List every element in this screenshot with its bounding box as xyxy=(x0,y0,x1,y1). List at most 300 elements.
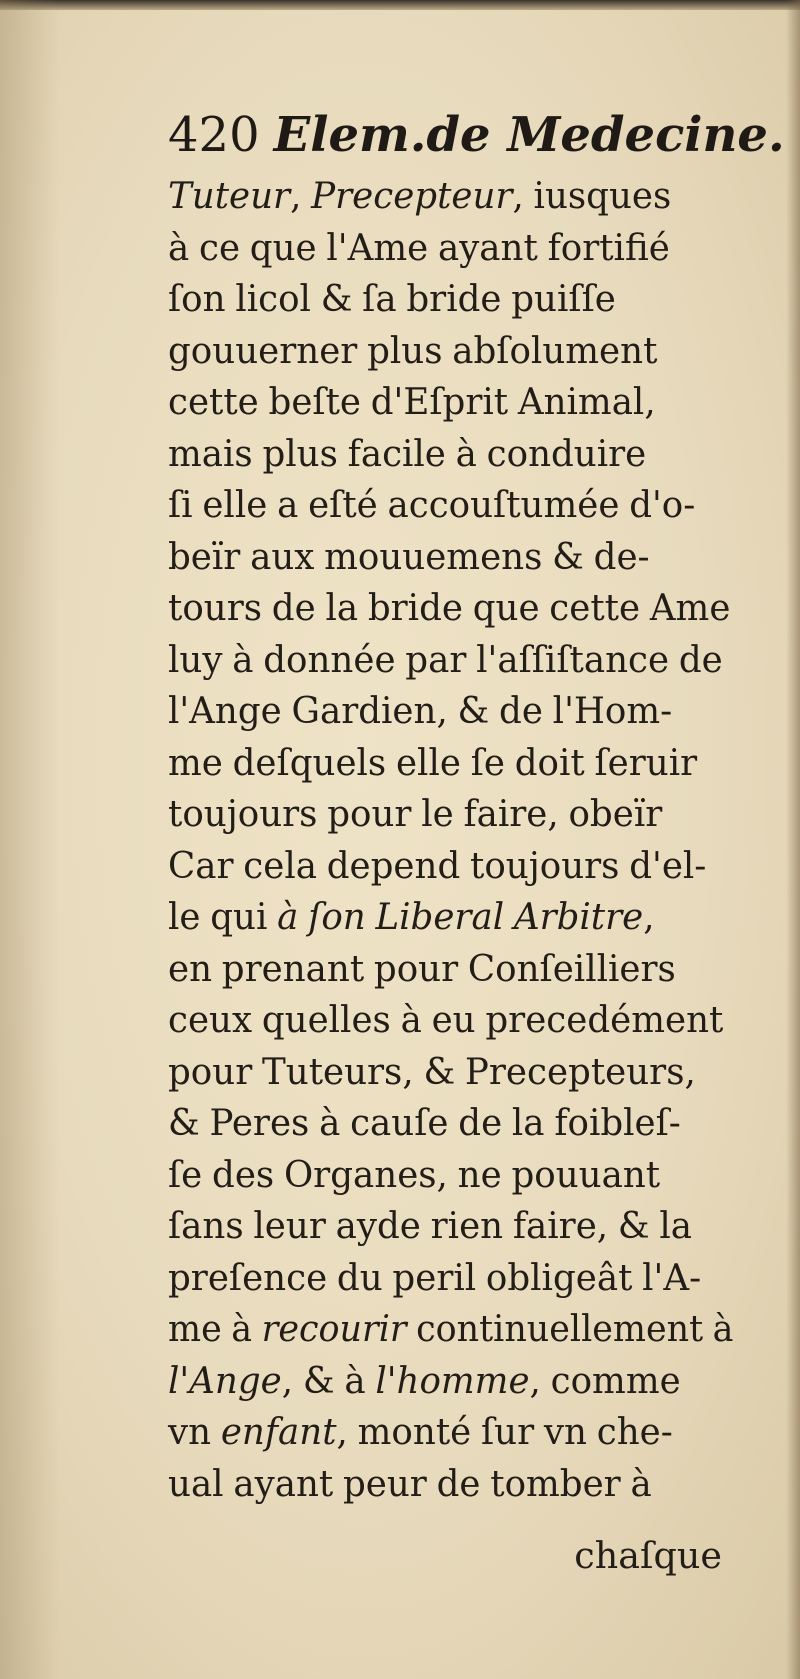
roman-text: cette xyxy=(549,586,641,629)
word xyxy=(551,1355,681,1407)
word xyxy=(375,1355,541,1407)
word xyxy=(358,1406,472,1458)
roman-text: pour xyxy=(168,1049,253,1093)
roman-text: eſté xyxy=(308,483,378,526)
roman-text: de xyxy=(678,637,723,681)
text-line xyxy=(168,737,734,789)
roman-text: en xyxy=(168,946,213,990)
word xyxy=(319,1097,340,1149)
word xyxy=(629,479,695,531)
roman-text: Animal, xyxy=(517,380,656,423)
roman-text: leur xyxy=(253,1204,326,1247)
roman-text: pour xyxy=(327,792,412,835)
word xyxy=(168,273,226,325)
roman-text: obeïr xyxy=(568,792,663,835)
word xyxy=(168,582,262,634)
text-line xyxy=(168,1200,734,1252)
roman-text: deſquels xyxy=(232,740,387,784)
word xyxy=(168,376,259,428)
roman-text: peur xyxy=(342,1461,427,1505)
word xyxy=(486,1252,632,1304)
word xyxy=(679,634,723,686)
word xyxy=(348,428,446,480)
word xyxy=(465,1046,696,1098)
word xyxy=(232,634,253,686)
word xyxy=(344,1355,365,1407)
word xyxy=(713,1303,734,1355)
roman-text: que xyxy=(249,225,317,269)
text-line xyxy=(168,891,734,943)
word xyxy=(452,325,657,377)
italic-text: Liberal xyxy=(375,895,505,938)
word xyxy=(168,943,212,995)
word xyxy=(396,737,461,789)
roman-text: l'Hom- xyxy=(552,689,673,732)
roman-text: ſon xyxy=(168,277,226,320)
roman-text: , xyxy=(281,1358,294,1402)
roman-text: eu xyxy=(431,998,476,1041)
roman-text: ce xyxy=(199,225,241,269)
word xyxy=(374,943,458,995)
word xyxy=(367,325,442,377)
word xyxy=(511,1149,660,1201)
word xyxy=(511,273,616,325)
word xyxy=(284,1149,448,1201)
roman-text: facile xyxy=(347,431,446,475)
word xyxy=(250,531,314,583)
word xyxy=(168,1458,224,1510)
word xyxy=(423,1046,455,1098)
italic-text: Arbitre xyxy=(513,895,644,938)
text-line xyxy=(168,1252,734,1304)
word xyxy=(168,788,317,840)
roman-text: de xyxy=(436,1461,481,1505)
word xyxy=(350,1097,448,1149)
word xyxy=(549,582,640,634)
word xyxy=(458,685,490,737)
word xyxy=(209,1097,309,1149)
word xyxy=(168,531,240,583)
roman-text: & xyxy=(302,1358,335,1402)
word xyxy=(431,1200,503,1252)
text-line xyxy=(168,1303,734,1355)
roman-text: des xyxy=(212,1152,275,1196)
text-line xyxy=(168,479,734,531)
roman-text: depend xyxy=(326,843,461,887)
roman-text: la xyxy=(659,1204,693,1247)
roman-text: que xyxy=(472,586,540,629)
word xyxy=(199,222,240,274)
roman-text: à xyxy=(630,1461,652,1505)
roman-text: monté xyxy=(357,1410,472,1453)
roman-text: faire, xyxy=(512,1204,609,1247)
roman-text: d'Eſprit xyxy=(370,380,509,423)
text-line xyxy=(168,273,734,325)
word xyxy=(544,1406,587,1458)
word xyxy=(168,1406,211,1458)
roman-text: , xyxy=(529,1358,541,1402)
roman-text: foibleſ- xyxy=(554,1101,681,1144)
word xyxy=(262,994,391,1046)
roman-text: & xyxy=(552,534,584,578)
text-line xyxy=(168,840,734,892)
word xyxy=(470,840,619,892)
page-number: 420 xyxy=(168,107,260,163)
word xyxy=(476,634,669,686)
roman-text: prenant xyxy=(221,946,365,990)
word xyxy=(168,1149,202,1201)
word xyxy=(292,685,448,737)
word xyxy=(534,170,672,222)
roman-text: Car xyxy=(168,843,234,887)
word xyxy=(458,1097,502,1149)
page-top-edge xyxy=(0,0,800,10)
word xyxy=(272,582,316,634)
roman-text: aux xyxy=(250,534,315,578)
roman-text: tomber xyxy=(490,1461,621,1505)
roman-text: Peres xyxy=(209,1101,310,1144)
catchword: chaſque xyxy=(574,1534,722,1577)
word xyxy=(618,1200,650,1252)
text-line xyxy=(168,222,734,274)
word xyxy=(471,737,505,789)
word xyxy=(437,1458,481,1510)
roman-text: à xyxy=(400,998,422,1041)
roman-text: d'o- xyxy=(629,483,696,526)
word xyxy=(231,1303,252,1355)
italic-text: enfant xyxy=(220,1410,337,1453)
roman-text: gouuerner xyxy=(168,328,358,372)
page-right-edge xyxy=(786,0,800,1679)
word xyxy=(168,222,189,274)
word xyxy=(277,479,298,531)
word xyxy=(337,1252,383,1304)
roman-text: ſe xyxy=(470,740,505,784)
roman-text: ſa xyxy=(362,277,397,320)
word xyxy=(371,376,508,428)
roman-text: bride xyxy=(367,586,463,629)
roman-text: le xyxy=(421,792,454,835)
word xyxy=(405,634,466,686)
word xyxy=(548,222,670,274)
word xyxy=(552,531,584,583)
roman-text: donnée xyxy=(263,637,396,681)
roman-text: d'el- xyxy=(629,843,707,887)
word xyxy=(324,531,542,583)
roman-text: ayant xyxy=(437,225,538,269)
roman-text: la xyxy=(325,586,359,629)
roman-text: licol xyxy=(235,277,311,320)
roman-text: à xyxy=(231,1307,253,1350)
word xyxy=(490,1458,620,1510)
word xyxy=(518,376,656,428)
word xyxy=(168,1355,293,1407)
word xyxy=(468,943,676,995)
word xyxy=(362,273,396,325)
word xyxy=(253,1200,325,1252)
roman-text: à xyxy=(712,1307,734,1350)
text-line xyxy=(168,1355,734,1407)
text-line xyxy=(168,1046,734,1098)
word xyxy=(326,222,428,274)
roman-text: qui xyxy=(210,895,268,938)
word xyxy=(421,788,453,840)
word xyxy=(233,737,387,789)
roman-text: ſi xyxy=(168,483,193,526)
roman-text: ual xyxy=(168,1461,224,1505)
running-title: Elem.de Medecine. xyxy=(273,107,785,163)
roman-text: de xyxy=(271,586,316,629)
word xyxy=(401,994,422,1046)
text-line xyxy=(168,788,734,840)
word xyxy=(343,1458,427,1510)
roman-text: mais xyxy=(168,431,253,475)
text-line xyxy=(168,428,734,480)
word xyxy=(168,1303,222,1355)
roman-text: obligeât xyxy=(485,1255,633,1299)
body-text xyxy=(168,170,748,1509)
roman-text: che- xyxy=(596,1410,673,1453)
roman-text: & xyxy=(423,1049,456,1093)
roman-text: Organes, xyxy=(283,1152,448,1196)
roman-text: ſeruir xyxy=(594,740,698,784)
roman-text: de xyxy=(499,689,543,732)
roman-text: à xyxy=(455,431,477,475)
roman-text: l'aſſiſtance xyxy=(476,637,670,681)
text-line xyxy=(168,634,734,686)
word xyxy=(262,1303,407,1355)
word xyxy=(168,685,282,737)
word xyxy=(553,685,673,737)
text-line xyxy=(168,170,734,222)
text-line xyxy=(168,994,734,1046)
roman-text: ſur xyxy=(480,1410,535,1453)
word xyxy=(233,1458,333,1510)
roman-text: , xyxy=(643,895,655,938)
text-line xyxy=(168,1406,734,1458)
word xyxy=(456,428,477,480)
word xyxy=(168,325,357,377)
roman-text: plus xyxy=(367,328,443,372)
word xyxy=(263,634,395,686)
roman-text: me xyxy=(168,740,223,784)
word xyxy=(221,1406,348,1458)
roman-text: doit xyxy=(514,740,585,784)
word xyxy=(438,222,538,274)
word xyxy=(210,891,267,943)
running-head xyxy=(168,107,785,163)
roman-text: pouuant xyxy=(511,1152,661,1196)
roman-text: Gardien, xyxy=(291,689,448,732)
word xyxy=(463,788,558,840)
word xyxy=(168,737,223,789)
word xyxy=(416,1303,703,1355)
word xyxy=(168,994,252,1046)
word xyxy=(487,428,647,480)
word xyxy=(597,1406,673,1458)
roman-text: continuellement xyxy=(416,1307,704,1350)
word xyxy=(325,582,358,634)
word xyxy=(481,1406,534,1458)
roman-text: iusques xyxy=(533,174,672,217)
word xyxy=(308,891,366,943)
word xyxy=(262,1046,414,1098)
roman-text: quelles xyxy=(261,998,391,1041)
italic-text: Tuteur xyxy=(168,174,291,217)
word xyxy=(321,273,353,325)
word xyxy=(650,582,731,634)
word xyxy=(277,891,298,943)
italic-text: l'homme xyxy=(375,1358,530,1402)
roman-text: à xyxy=(319,1101,341,1144)
word xyxy=(512,1097,545,1149)
word xyxy=(168,479,193,531)
word xyxy=(513,1200,608,1252)
page-gutter-shadow xyxy=(0,0,60,1679)
roman-text: , xyxy=(512,174,524,217)
roman-text: cette xyxy=(168,380,259,423)
word xyxy=(659,1200,692,1252)
roman-text: bride xyxy=(406,277,502,320)
roman-text: faire, xyxy=(463,792,559,835)
word xyxy=(432,994,476,1046)
roman-text: Tuteurs, xyxy=(261,1049,414,1093)
word xyxy=(515,737,585,789)
roman-text: pour xyxy=(373,946,459,990)
roman-text: à xyxy=(168,225,190,269)
roman-text: de- xyxy=(593,534,650,578)
word xyxy=(499,685,543,737)
roman-text: vn xyxy=(168,1410,212,1453)
italic-text: ſon xyxy=(308,895,366,938)
roman-text: par xyxy=(405,637,467,681)
word xyxy=(630,1458,651,1510)
roman-text: la xyxy=(511,1101,545,1144)
word xyxy=(568,788,662,840)
word xyxy=(308,479,378,531)
roman-text: vn xyxy=(543,1410,587,1453)
italic-text: recourir xyxy=(261,1307,407,1350)
roman-text: toujours xyxy=(168,792,318,835)
word xyxy=(406,273,501,325)
word xyxy=(336,1200,421,1252)
text-line xyxy=(168,1458,734,1510)
word xyxy=(168,170,301,222)
word xyxy=(642,1252,701,1304)
roman-text: ayant xyxy=(233,1461,334,1505)
word xyxy=(629,840,706,892)
text-line xyxy=(168,376,734,428)
roman-text: puiſſe xyxy=(511,277,616,320)
roman-text: comme xyxy=(550,1358,681,1402)
roman-text: l'Ame xyxy=(326,225,429,269)
roman-text: , xyxy=(290,174,302,217)
text-line xyxy=(168,531,734,583)
roman-text: conduire xyxy=(486,431,647,475)
roman-text: & xyxy=(168,1101,200,1144)
text-line xyxy=(168,325,734,377)
roman-text: preſence xyxy=(168,1255,328,1299)
roman-text: & xyxy=(320,277,353,320)
roman-text: cela xyxy=(243,843,317,887)
word xyxy=(243,840,317,892)
word xyxy=(168,428,253,480)
italic-text: Precepteur xyxy=(311,174,513,217)
roman-text: cauſe xyxy=(350,1101,449,1144)
roman-text: mouuemens xyxy=(324,534,543,578)
roman-text: peril xyxy=(392,1255,477,1299)
roman-text: accouſtumée xyxy=(387,483,620,526)
roman-text: l'A- xyxy=(642,1255,702,1299)
word xyxy=(168,634,222,686)
word xyxy=(458,1149,502,1201)
roman-text: luy xyxy=(168,637,223,681)
roman-text: precedément xyxy=(485,998,724,1041)
text-line xyxy=(168,685,734,737)
roman-text: beïr xyxy=(168,534,241,578)
roman-text: ayde xyxy=(335,1204,421,1247)
word xyxy=(168,1097,200,1149)
word xyxy=(222,943,364,995)
word xyxy=(554,1097,681,1149)
word xyxy=(327,840,461,892)
roman-text: de xyxy=(458,1101,503,1144)
word xyxy=(594,737,697,789)
word xyxy=(594,531,650,583)
italic-text: l'Ange xyxy=(168,1358,282,1402)
word xyxy=(235,273,311,325)
word xyxy=(375,891,504,943)
word xyxy=(514,891,655,943)
roman-text: fortifié xyxy=(547,225,670,269)
roman-text: a xyxy=(277,483,299,526)
word xyxy=(212,1149,274,1201)
word xyxy=(168,1046,252,1098)
roman-text: beſte xyxy=(268,380,361,423)
roman-text: abſolument xyxy=(452,328,658,372)
word xyxy=(269,376,361,428)
roman-text: à xyxy=(344,1358,366,1402)
word xyxy=(388,479,620,531)
word xyxy=(485,994,723,1046)
word xyxy=(250,222,317,274)
roman-text: Conſeilliers xyxy=(467,946,676,990)
roman-text: ſe xyxy=(168,1152,203,1196)
roman-text: ne xyxy=(457,1152,502,1196)
word xyxy=(168,1200,244,1252)
text-line xyxy=(168,1097,734,1149)
word xyxy=(168,840,234,892)
text-line xyxy=(168,943,734,995)
text-line xyxy=(168,582,734,634)
word xyxy=(327,788,411,840)
word xyxy=(168,891,200,943)
roman-text: Ame xyxy=(649,586,731,629)
roman-text: rien xyxy=(430,1204,504,1247)
roman-text: Precepteurs, xyxy=(464,1049,696,1093)
roman-text: plus xyxy=(262,431,338,475)
roman-text: l'Ange xyxy=(168,689,282,732)
roman-text: toujours xyxy=(470,843,620,887)
roman-text: ceux xyxy=(168,998,253,1041)
word xyxy=(168,1252,327,1304)
word xyxy=(202,479,267,531)
roman-text: elle xyxy=(202,483,268,526)
roman-text: & xyxy=(617,1204,650,1247)
roman-text: me xyxy=(168,1307,222,1350)
word xyxy=(311,170,524,222)
roman-text: du xyxy=(336,1255,383,1299)
